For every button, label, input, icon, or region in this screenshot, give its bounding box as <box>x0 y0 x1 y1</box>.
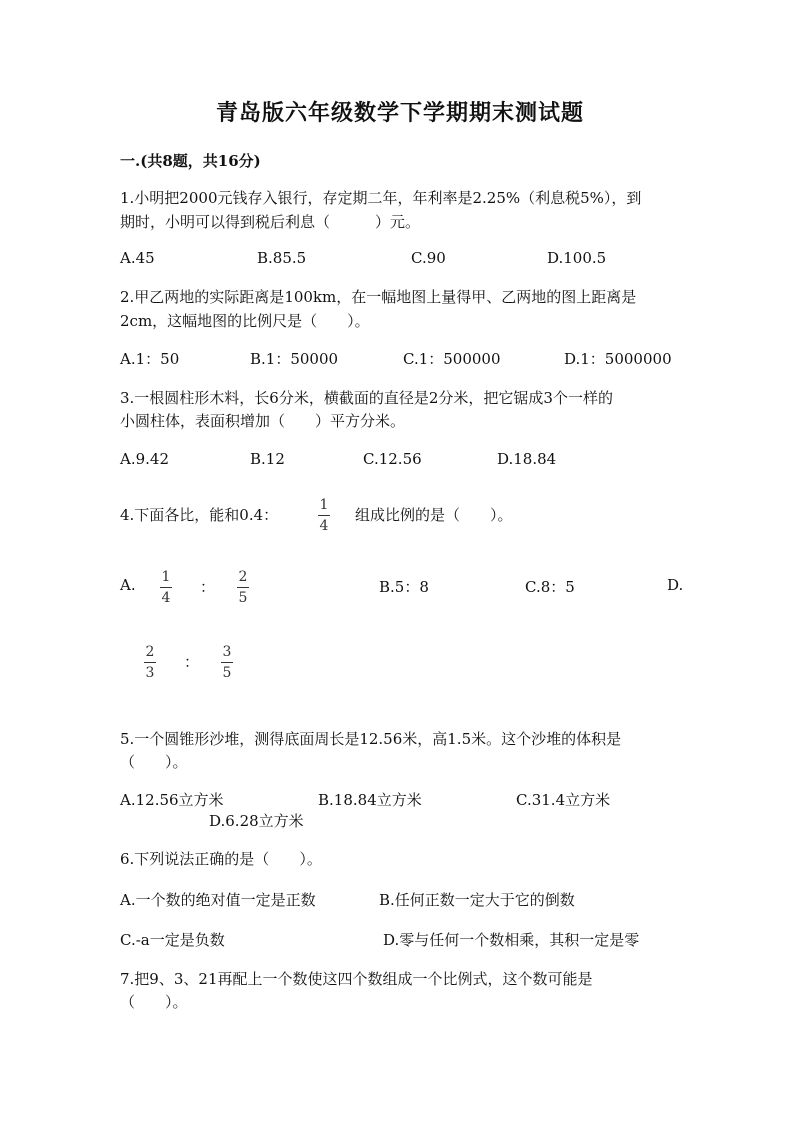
q5-option-a: A.12.56立方米 <box>120 791 224 809</box>
q6-option-c: C.-a一定是负数 <box>120 931 225 949</box>
q6-option-b: B.任何正数一定大于它的倒数 <box>379 891 575 909</box>
q4-fraction <box>318 497 330 534</box>
q2-option-a: A.1：50 <box>120 350 180 368</box>
q1-option-c: C.90 <box>411 249 446 267</box>
q5-option-b: B.18.84立方米 <box>318 791 422 809</box>
question-1-line-2: 期时，小明可以得到税后利息（ ）元。 <box>120 213 421 231</box>
q4-option-d-separator: ： <box>184 653 200 671</box>
q4-option-d-fraction-2 <box>221 644 233 681</box>
q5-option-d: D.6.28立方米 <box>209 812 304 830</box>
q4-option-a-label: A. <box>120 576 136 594</box>
question-5-line-1: 5.一个圆锥形沙堆，测得底面周长是12.56米，高1.5米。这个沙堆的体积是 <box>120 730 622 748</box>
q4-option-a-fraction-1 <box>160 569 172 606</box>
fraction-denominator: 4 <box>319 518 329 534</box>
page-title: 青岛版六年级数学下学期期末测试题 <box>215 100 584 126</box>
q4-option-a-separator: ： <box>200 578 216 596</box>
question-4-suffix: 组成比例的是（ ）。 <box>355 506 513 524</box>
fraction-numerator: 2 <box>145 644 155 660</box>
fraction-numerator: 1 <box>161 569 171 585</box>
q4-option-c: C.8：5 <box>525 578 575 596</box>
q4-option-b: B.5：8 <box>379 578 429 596</box>
q5-option-c: C.31.4立方米 <box>516 791 611 809</box>
fraction-numerator: 1 <box>319 497 329 513</box>
q2-option-c: C.1：500000 <box>403 350 501 368</box>
q2-option-d: D.1：5000000 <box>564 350 672 368</box>
q6-option-a: A.一个数的绝对值一定是正数 <box>120 891 316 909</box>
q4-option-d-label: D. <box>667 576 684 594</box>
fraction-numerator: 3 <box>222 644 232 660</box>
question-2-line-1: 2.甲乙两地的实际距离是100km，在一幅地图上量得甲、乙两地的图上距离是 <box>120 288 637 306</box>
question-1-line-1: 1.小明把2000元钱存入银行，存定期二年，年利率是2.25%（利息税5%），到 <box>120 189 642 207</box>
q3-option-a: A.9.42 <box>120 450 169 468</box>
question-4-prefix: 4.下面各比，能和0.4： <box>120 506 279 524</box>
q6-option-d: D.零与任何一个数相乘，其积一定是零 <box>383 931 640 949</box>
q2-option-b: B.1：50000 <box>250 350 339 368</box>
fraction-bar <box>144 662 156 663</box>
q4-option-d-fraction-1 <box>144 644 156 681</box>
fraction-bar <box>237 587 249 588</box>
question-5-line-2: （ ）。 <box>120 753 188 771</box>
section-heading: 一.(共8题，共16分) <box>120 152 261 170</box>
question-7-line-2: （ ）。 <box>120 993 188 1011</box>
fraction-bar <box>160 587 172 588</box>
q1-option-a: A.45 <box>120 249 155 267</box>
question-3-line-1: 3.一根圆柱形木料，长6分米，横截面的直径是2分米，把它锯成3个一样的 <box>120 389 613 407</box>
fraction-numerator: 2 <box>238 569 248 585</box>
fraction-denominator: 5 <box>222 665 232 681</box>
fraction-denominator: 3 <box>145 665 155 681</box>
q3-option-d: D.18.84 <box>497 450 557 468</box>
q1-option-d: D.100.5 <box>547 249 607 267</box>
fraction-bar <box>318 515 330 516</box>
question-7-line-1: 7.把9、3、21再配上一个数使这四个数组成一个比例式，这个数可能是 <box>120 970 593 988</box>
fraction-denominator: 5 <box>238 590 248 606</box>
fraction-bar <box>221 662 233 663</box>
fraction-denominator: 4 <box>161 590 171 606</box>
q4-option-a-fraction-2 <box>237 569 249 606</box>
question-2-line-2: 2cm，这幅地图的比例尺是（ ）。 <box>120 312 370 330</box>
q3-option-b: B.12 <box>250 450 285 468</box>
question-6-line-1: 6.下列说法正确的是（ ）。 <box>120 850 322 868</box>
q3-option-c: C.12.56 <box>363 450 422 468</box>
question-3-line-2: 小圆柱体，表面积增加（ ）平方分米。 <box>120 412 406 430</box>
q1-option-b: B.85.5 <box>257 249 307 267</box>
